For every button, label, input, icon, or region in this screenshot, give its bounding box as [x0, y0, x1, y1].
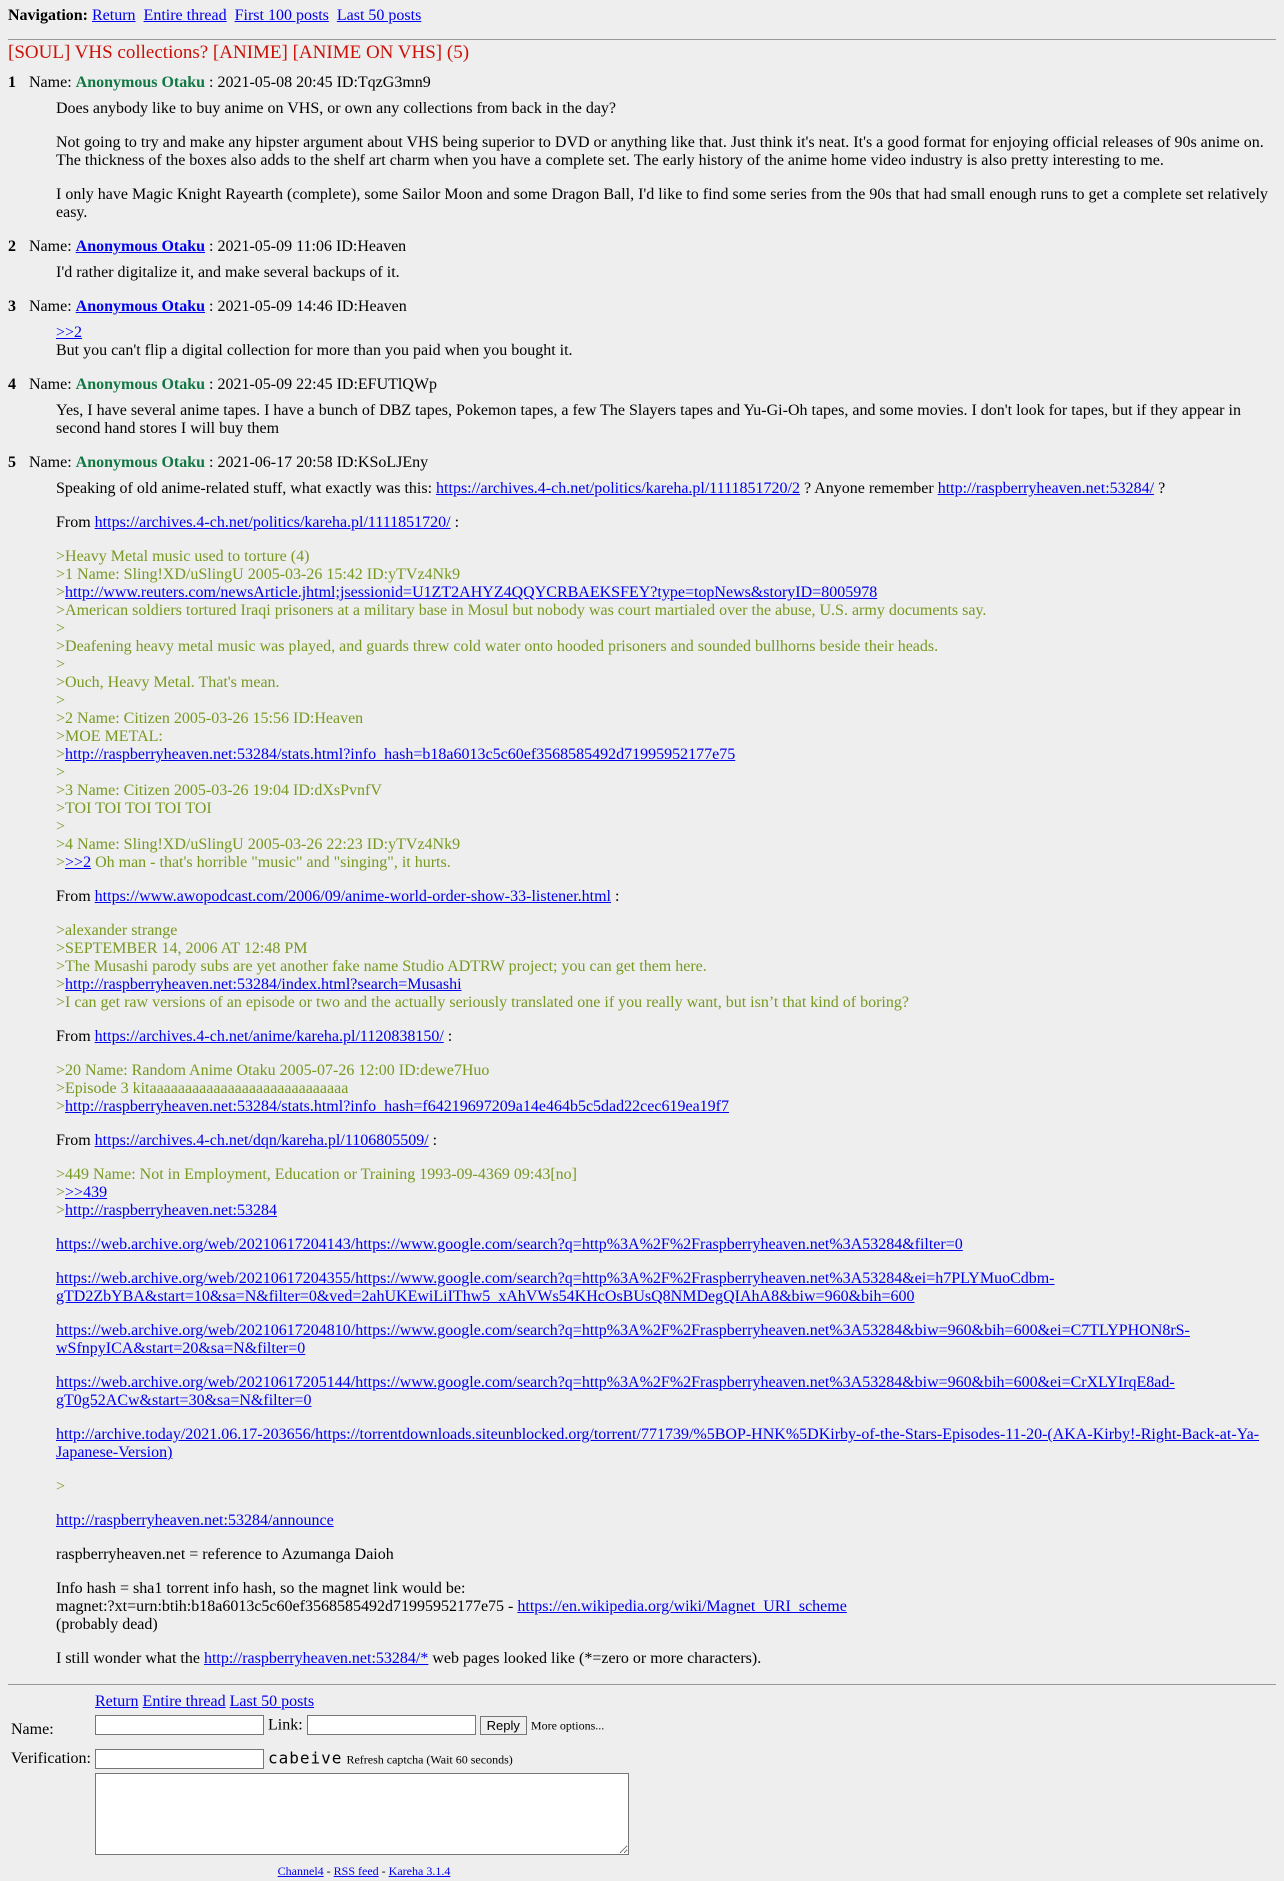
archive-link[interactable]: https://web.archive.org/web/20210617204810/https://www.google.com/search?q=http%3A%2F%2Fraspberryheaven.net%3A53284&biw=960&bih=600&ei=C7TLYPHON8rS-wSfnpyICA&start=20&sa=N&filter=0 — [56, 1322, 1190, 1357]
archive-link[interactable]: https://web.archive.org/web/20210617204143/https://www.google.com/search?q=http%3A%2F%2Fraspberryheaven.net%3A53284&filter=0 — [56, 1236, 963, 1253]
post-paragraph: I only have Magic Knight Rayearth (complete), some Sailor Moon and some Dragon Ball, I'd like to find some series from the 90s that had small enough runs to get a complete set relatively easy. — [56, 186, 1268, 221]
footer: Channel4 - RSS feed - Kareha 3.1.4 — [277, 1863, 451, 1878]
navigation-label: Navigation: — [8, 7, 88, 24]
name-label: Name: — [29, 376, 72, 393]
from-line: From https://archives.4-ch.net/anime/kareha.pl/1120838150/ : — [56, 1028, 453, 1045]
kareha-link[interactable]: Kareha 3.1.4 — [388, 1863, 451, 1878]
post-meta: : 2021-06-17 20:58 ID:KSoLJEny — [209, 454, 429, 471]
archive-link[interactable]: https://web.archive.org/web/20210617205144/https://www.google.com/search?q=http%3A%2F%2Fraspberryheaven.net%3A53284&biw=960&bih=600&ei=CrXLYIrqE8ad-gT0g52ACw&start=30&sa=N&filter=0 — [56, 1374, 1175, 1409]
closing-paragraph: I still wonder what the http://raspberryheaven.net:53284/* web pages looked like (*=zero or more characters). — [56, 1650, 762, 1667]
post-1 — [8, 74, 1276, 222]
post-body — [56, 264, 1276, 282]
post-paragraph: I'd rather digitalize it, and make several backups of it. — [56, 264, 400, 281]
poster-name: Anonymous Otaku — [75, 376, 206, 393]
thread-title: [SOUL] VHS collections? [ANIME] [ANIME ON VHS] (5) — [8, 42, 470, 63]
post-number[interactable]: 3 — [8, 298, 16, 315]
from-line: From https://archives.4-ch.net/dqn/kareha.pl/1106805509/ : — [56, 1132, 438, 1149]
from-line: From https://www.awopodcast.com/2006/09/anime-world-order-show-33-listener.html : — [56, 888, 620, 905]
more-options-link[interactable]: More options... — [530, 1718, 605, 1733]
archive-link[interactable]: https://web.archive.org/web/20210617204355/https://www.google.com/search?q=http%3A%2F%2Fraspberryheaven.net%3A53284&ei=h7PLYMuoCdbm-gTD2ZbYBA&start=10&sa=N&filter=0&ved=2ahUKEwiLiIThw5_xAhVWs54KHcOsBUsQ8NMDegQIAhA8&biw=960&bih=600 — [56, 1270, 1055, 1305]
reply-form — [9, 1691, 1276, 1880]
poster-name: Anonymous Otaku — [75, 74, 206, 91]
bottom-navigation — [93, 1691, 631, 1713]
channel4-link[interactable]: Channel4 — [277, 1863, 324, 1878]
name-field-label: Name: — [11, 1720, 54, 1738]
info-paragraph: Info hash = sha1 torrent info hash, so the magnet link would be: magnet:?xt=urn:btih:b18a6013c5c60ef3568585492d71995952177e75 - https://en.wikipedia.org/wiki/Magnet_URI_scheme (probably dead) — [56, 1580, 847, 1633]
quote-block: >Heavy Metal music used to torture (4) >1 Name: Sling!XD/uSlingU 2005-03-26 15:42 ID:yTVz4Nk9 >http://www.reuters.com/newsArticle.jhtml;jsessionid=U1ZT2AHYZ4QQYCRBAEKSFEY?type=topNews&storyID=8005978 >American soldiers tortured Iraqi prisoners at a military base in Mosul but nobody was court martialed over the abuse, U.S. army documents say. > >Deafening heavy metal music was played, and guards threw cold water onto hooded prisoners and sounded bullhorns beside their heads. > >Ouch, Heavy Metal. That's mean. > >2 Name: Citizen 2005-03-26 15:56 ID:Heaven >MOE METAL: >http://raspberryheaven.net:53284/stats.html?info_hash=b18a6013c5c60ef3568585492d71995952177e75 > >3 Name: Citizen 2005-03-26 19:04 ID:dXsPvnfV >TOI TOI TOI TOI TOI > >4 Name: Sling!XD/uSlingU 2005-03-26 22:23 ID:yTVz4Nk9 >>>2 Oh man - that's horrible "music" and "singing", it hurts. — [56, 548, 987, 871]
post-meta: : 2021-05-09 22:45 ID:EFUTlQWp — [209, 376, 438, 393]
name-label: Name: — [29, 298, 72, 315]
post-meta: : 2021-05-08 20:45 ID:TqzG3mn9 — [209, 74, 431, 91]
post-body — [56, 480, 1276, 1668]
post-header — [8, 238, 1276, 256]
post-meta: : 2021-05-09 11:06 ID:Heaven — [209, 238, 407, 255]
post-paragraph: Does anybody like to buy anime on VHS, or own any collections from back in the day? — [56, 100, 617, 117]
top-navigation — [8, 7, 1276, 25]
quoted-link[interactable]: http://raspberryheaven.net:53284/index.html?search=Musashi — [65, 976, 462, 993]
raspberry-wildcard-link[interactable]: http://raspberryheaven.net:53284/* — [203, 1650, 429, 1667]
post-number[interactable]: 2 — [8, 238, 16, 255]
quoted-link[interactable]: http://raspberryheaven.net:53284 — [65, 1202, 277, 1219]
name-input[interactable] — [95, 1715, 264, 1735]
quote-reference-link[interactable]: >>2 — [65, 854, 92, 871]
archive-link[interactable]: http://archive.today/2021.06.17-203656/https://torrentdownloads.siteunblocked.org/torrent/771739/%5BOP-HNK%5DKirby-of-the-Stars-Episodes-11-20-(AKA-Kirby!-Right-Back-at-Ya-Japanese-Version) — [56, 1426, 1260, 1461]
from-line: From https://archives.4-ch.net/politics/kareha.pl/1111851720/ : — [56, 514, 460, 531]
quote-block: >20 Name: Random Anime Otaku 2005-07-26 12:00 ID:dewe7Huo >Episode 3 kitaaaaaaaaaaaaaaaaaaaaaaaaaaaa >http://raspberryheaven.net:53284/stats.html?info_hash=f64219697209a14e464b5c5dad22cec619ea19f7 — [56, 1062, 729, 1115]
name-label: Name: — [29, 238, 72, 255]
captcha-image: cabeive — [268, 1748, 343, 1767]
quoted-link[interactable]: http://raspberryheaven.net:53284/stats.html?info_hash=f64219697209a14e464b5c5dad22cec619ea19f7 — [65, 1098, 729, 1115]
post-paragraph: Yes, I have several anime tapes. I have a bunch of DBZ tapes, Pokemon tapes, a few The Slayers tapes and Yu-Gi-Oh tapes, and some movies. I don't look for tapes, but if they appear in second hand stores I will buy them — [56, 402, 1241, 437]
intro-paragraph: Speaking of old anime-related stuff, what exactly was this: https://archives.4-ch.net/politics/kareha.pl/1111851720/2 ? Anyone remember http://raspberryheaven.net:53284/ ? — [56, 480, 1166, 497]
quote-block: >449 Name: Not in Employment, Education or Training 1993-09-4369 09:43[no] >>>439 >http://raspberryheaven.net:53284 — [56, 1166, 577, 1219]
quoted-link[interactable]: http://www.reuters.com/newsArticle.jhtml;jsessionid=U1ZT2AHYZ4QQYCRBAEKSFEY?type=topNews&storyID=8005978 — [65, 584, 878, 601]
refresh-captcha-link[interactable]: Refresh captcha (Wait 60 seconds) — [346, 1752, 513, 1766]
nav-last-50-link[interactable]: Last 50 posts — [336, 7, 422, 24]
source-link[interactable]: https://archives.4-ch.net/anime/kareha.pl/1120838150/ — [94, 1028, 444, 1045]
post-3 — [8, 298, 1276, 360]
post-header — [8, 74, 1276, 92]
post-body — [56, 402, 1276, 438]
reply-button[interactable]: Reply — [480, 1716, 527, 1735]
link-field-label: Link: — [268, 1716, 303, 1734]
bottom-entire-thread-link[interactable]: Entire thread — [142, 1693, 226, 1710]
quote-reference-link[interactable]: >>2 — [56, 324, 83, 341]
post-text: But you can't flip a digital collection for more than you paid when you bought it. — [56, 342, 573, 359]
name-label: Name: — [29, 454, 72, 471]
source-link[interactable]: https://archives.4-ch.net/politics/kareha.pl/1111851720/ — [94, 514, 451, 531]
archive-link[interactable]: https://archives.4-ch.net/politics/kareha.pl/1111851720/2 — [436, 480, 800, 497]
source-link[interactable]: https://archives.4-ch.net/dqn/kareha.pl/1106805509/ — [94, 1132, 429, 1149]
raspberry-link[interactable]: http://raspberryheaven.net:53284/ — [937, 480, 1155, 497]
post-5 — [8, 454, 1276, 1668]
bottom-last-50-link[interactable]: Last 50 posts — [229, 1693, 315, 1710]
rss-feed-link[interactable]: RSS feed — [333, 1863, 379, 1878]
lone-quote: > — [56, 1478, 66, 1495]
announce-link[interactable]: http://raspberryheaven.net:53284/announce — [56, 1512, 334, 1529]
post-number[interactable]: 4 — [8, 376, 16, 393]
post-number[interactable]: 5 — [8, 454, 16, 471]
link-input[interactable] — [307, 1715, 476, 1735]
poster-name-link[interactable]: Anonymous Otaku — [75, 298, 206, 315]
bottom-return-link[interactable]: Return — [95, 1693, 139, 1710]
quoted-link[interactable]: http://raspberryheaven.net:53284/stats.html?info_hash=b18a6013c5c60ef3568585492d71995952177e75 — [65, 746, 736, 763]
wikipedia-link[interactable]: https://en.wikipedia.org/wiki/Magnet_URI_scheme — [517, 1598, 847, 1615]
poster-name: Anonymous Otaku — [75, 454, 206, 471]
post-meta: : 2021-05-09 14:46 ID:Heaven — [209, 298, 407, 315]
post-header — [8, 298, 1276, 316]
comment-textarea[interactable] — [95, 1773, 629, 1855]
post-body — [56, 100, 1276, 222]
post-4 — [8, 376, 1276, 438]
divider — [8, 39, 1276, 40]
nav-return-link[interactable]: Return — [92, 7, 136, 24]
post-header — [8, 376, 1276, 394]
post-header — [8, 454, 1276, 472]
quote-block: >alexander strange >SEPTEMBER 14, 2006 AT 12:48 PM >The Musashi parody subs are yet another fake name Studio ADTRW project; you can get them here. >http://raspberryheaven.net:53284/index.html?search=Musashi >I can get raw versions of an episode or two and the actually seriously translated one if you really want, but isn’t that kind of boring? — [56, 922, 909, 1011]
name-label: Name: — [29, 74, 72, 91]
nav-entire-thread-link[interactable]: Entire thread — [143, 7, 227, 24]
post-paragraph: Not going to try and make any hipster argument about VHS being superior to DVD or anything like that. Just think it's neat. It's a good format for enjoying official releases of 90s anime on. The thickness of the boxes also adds to the shelf art charm when you have a complete set. The early history of the anime home video industry is also pretty interesting to me. — [56, 134, 1264, 169]
divider — [8, 1684, 1276, 1685]
post-paragraph: raspberryheaven.net = reference to Azumanga Daioh — [56, 1546, 394, 1563]
post-2 — [8, 238, 1276, 282]
nav-first-100-link[interactable]: First 100 posts — [234, 7, 329, 24]
quote-reference-link[interactable]: >>439 — [65, 1184, 108, 1201]
post-body — [56, 324, 1276, 360]
verification-label: Verification: — [11, 1749, 91, 1767]
captcha-input[interactable] — [95, 1749, 264, 1769]
post-number[interactable]: 1 — [8, 74, 16, 91]
source-link[interactable]: https://www.awopodcast.com/2006/09/anime-world-order-show-33-listener.html — [94, 888, 611, 905]
poster-name-link[interactable]: Anonymous Otaku — [75, 238, 206, 255]
